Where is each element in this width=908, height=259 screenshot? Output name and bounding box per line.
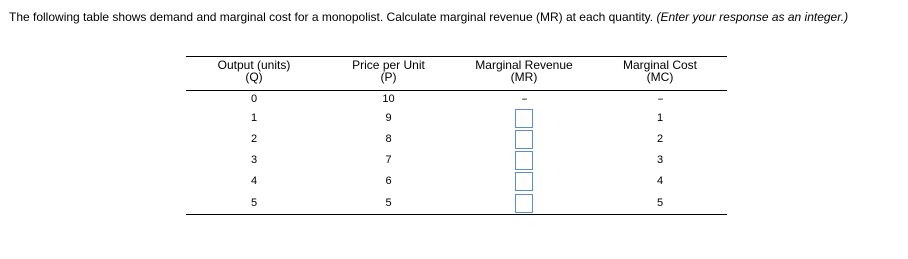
cell-mr [455,130,593,149]
header-output-symbol: (Q) [245,70,263,84]
cell-mc: 1 [656,112,664,124]
cell-mc: 5 [656,196,664,209]
question-text: The following table shows demand and marginal cost for a monopolist. Calculate marginal revenue (MR) at each quantity. [9,10,654,24]
table-row [186,108,727,129]
cell-q: 1 [250,112,258,124]
table-row [186,192,727,214]
header-marginal-revenue-label: Marginal Revenue [475,58,573,72]
header-output-label: Output (units) [217,58,291,72]
cell-mc: 2 [656,133,664,145]
table-header-row [186,57,727,90]
cell-mc: -- [657,94,663,105]
cell-q: 3 [250,154,258,166]
cell-mr [455,151,593,170]
cell-mr [455,172,593,191]
question-prompt [9,10,889,25]
cell-p: 6 [385,175,392,187]
mr-input-q2[interactable] [515,130,533,149]
table-row [186,129,727,150]
header-marginal-cost [593,57,727,90]
mr-input-q1[interactable] [515,109,533,128]
cell-mr [455,194,593,213]
cell-mr-placeholder: -- [521,94,527,105]
header-output [186,57,322,90]
cell-mc: 4 [656,175,664,187]
cell-p: 9 [385,112,392,124]
cell-q: 4 [250,175,258,187]
demand-cost-table [186,56,727,215]
cell-p: 7 [385,154,392,166]
header-price [322,57,455,90]
cell-mc: 3 [656,154,664,166]
table-row [186,171,727,192]
cell-q: 0 [250,93,258,105]
header-price-label: Price per Unit [352,58,425,72]
cell-q: 2 [250,133,258,145]
table-row [186,150,727,171]
table-row [186,91,727,108]
header-marginal-revenue [455,57,593,90]
table-bottom-rule [186,214,727,215]
cell-p: 8 [385,133,392,145]
header-marginal-revenue-symbol: (MR) [510,70,538,84]
cell-p: 10 [382,93,395,105]
mr-input-q3[interactable] [515,151,533,170]
mr-input-q4[interactable] [515,172,533,191]
header-marginal-cost-label: Marginal Cost [622,58,698,72]
header-price-symbol: (P) [380,70,397,84]
cell-q: 5 [250,196,258,209]
question-hint: (Enter your response as an integer.) [656,10,849,24]
mr-input-q5[interactable] [515,194,533,213]
cell-p: 5 [385,196,392,209]
cell-mr [455,109,593,128]
header-marginal-cost-symbol: (MC) [646,70,674,84]
